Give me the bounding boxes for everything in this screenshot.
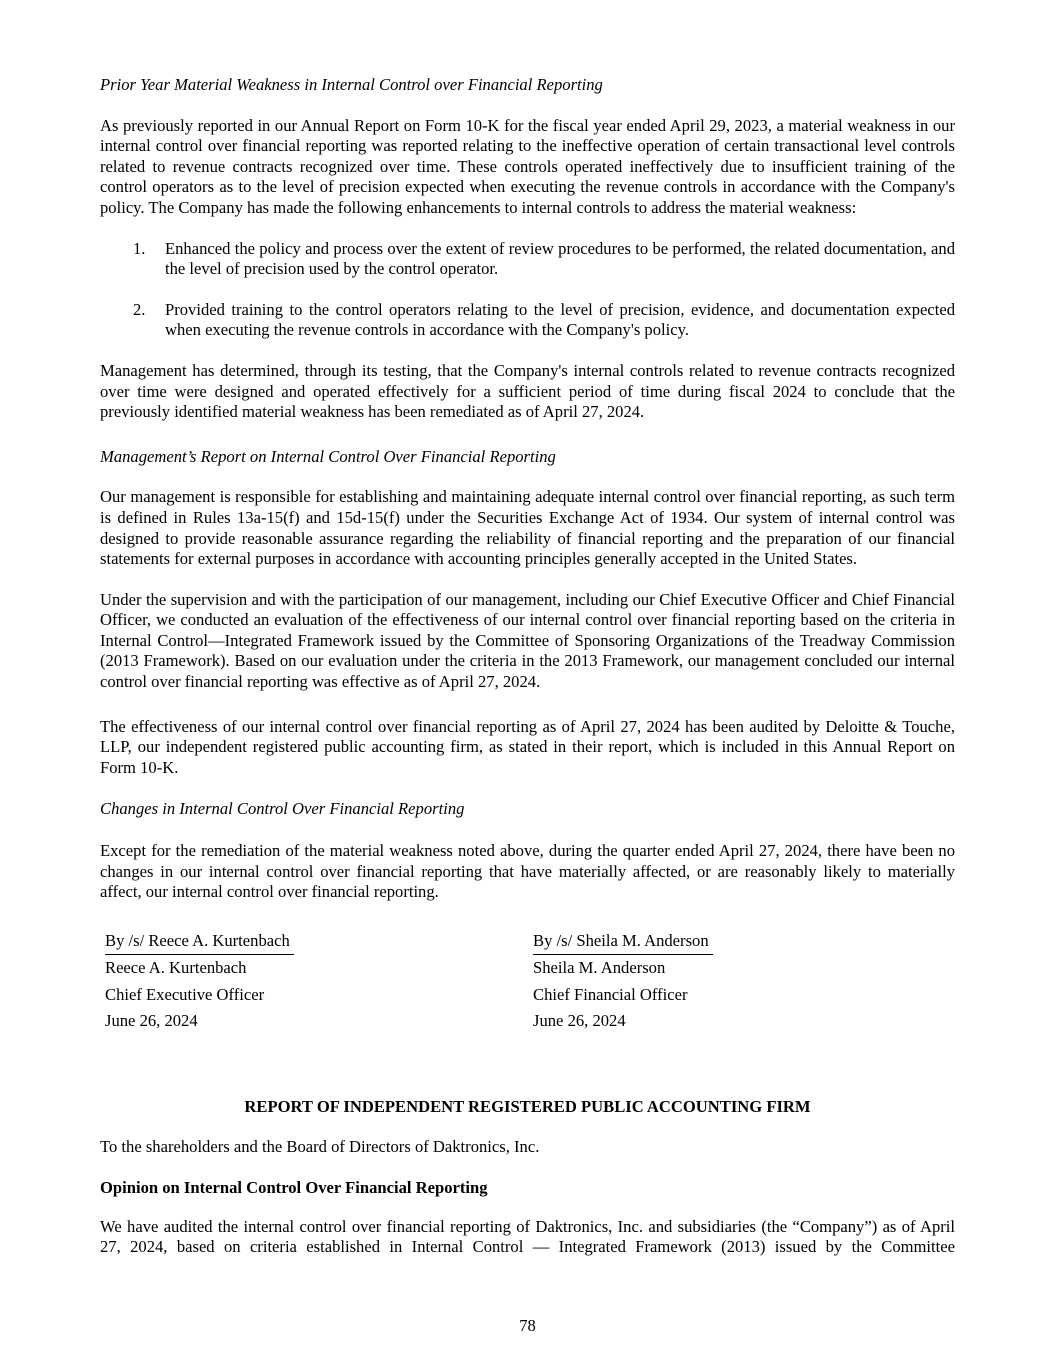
signature-by-line-ceo — [105, 928, 533, 956]
paragraph-supervision-evaluation: Under the supervision and with the participation of our management, including our Chief Executive Officer and Chief Financial Officer, we conducted an evaluation of the effectiveness of our internal control over financial reporting based on the criteria in Internal Control—Integrated Framework issued by the Committee of Sponsoring Organizations of the Treadway Commission (2013 Framework). Based on our evaluation under the criteria in the 2013 Framework, our management concluded our internal control over financial reporting was effective as of April 27, 2024. — [100, 589, 955, 692]
signature-name-ceo: Reece A. Kurtenbach — [105, 958, 247, 978]
paragraph-prior-year-weakness: As previously reported in our Annual Report on Form 10-K for the fiscal year ended April 29, 2023, a material weakness in our internal control over financial reporting was reported relating to the ineffective operation of certain transactional level controls related to revenue contracts recognized over time. These controls operated ineffectively due to insufficient training of the control operators as to the level of precision expected when executing the revenue controls in accordance with the Company's policy. The Company has made the following enhancements to internal controls to address the material weakness: — [100, 115, 955, 217]
signature-by-line-ceo-text: By /s/ Reece A. Kurtenbach — [105, 928, 294, 956]
paragraph-changes: Except for the remediation of the material weakness noted above, during the quarter ended April 27, 2024, there have been no changes in our internal control over financial reporting that have materially affected, or are reasonably likely to materially affect, our internal control over financial reporting. — [100, 841, 955, 902]
signature-column-cfo — [533, 928, 955, 1035]
signature-by-line-cfo-text: By /s/ Sheila M. Anderson — [533, 928, 713, 956]
signature-column-ceo — [105, 928, 533, 1035]
list-item-1 — [133, 239, 955, 280]
signature-title-ceo: Chief Executive Officer — [105, 984, 265, 1004]
section-heading-prior-year-weakness: Prior Year Material Weakness in Internal Control over Financial Reporting — [100, 75, 603, 94]
signature-by-line-cfo — [533, 928, 955, 956]
list-item-2 — [133, 300, 955, 341]
signature-name-cfo: Sheila M. Anderson — [533, 958, 666, 978]
paragraph-to-shareholders: To the shareholders and the Board of Directors of Daktronics, Inc. — [100, 1137, 540, 1157]
list-item-2-number: 2. — [133, 299, 146, 319]
heading-opinion-internal-control: Opinion on Internal Control Over Financial Reporting — [100, 1178, 488, 1197]
signature-date-cfo: June 26, 2024 — [533, 1011, 626, 1031]
signature-date-ceo: June 26, 2024 — [105, 1011, 198, 1031]
signature-block — [105, 928, 955, 1035]
signature-title-cfo: Chief Financial Officer — [533, 984, 688, 1004]
section-heading-managements-report: Management’s Report on Internal Control Over Financial Reporting — [100, 446, 556, 466]
paragraph-opinion-audited: We have audited the internal control over financial reporting of Daktronics, Inc. and subsidiaries (the “Company”) as of April 27, 2024, based on criteria established in Internal Control — Integrated Framework (2013) issued by the Committee — [100, 1216, 955, 1257]
paragraph-effectiveness-audited: The effectiveness of our internal control over financial reporting as of April 27, 2024 has been audited by Deloitte & Touche, LLP, our independent registered public accounting firm, as stated in their report, which is included in this Annual Report on Form 10-K. — [100, 716, 955, 777]
list-item-1-text: Enhanced the policy and process over the extent of review procedures to be performed, the related documentation, and the level of precision used by the control operator. — [165, 238, 955, 279]
heading-report-of-independent-accounting-firm: REPORT OF INDEPENDENT REGISTERED PUBLIC ACCOUNTING FIRM — [244, 1096, 811, 1116]
paragraph-management-responsible: Our management is responsible for establishing and maintaining adequate internal control over financial reporting, as such term is defined in Rules 13a-15(f) and 15d-15(f) under the Securities Exchange Act of 1934. Our system of internal control was designed to provide reasonable assurance regarding the reliability of financial reporting and the preparation of our financial statements for external purposes in accordance with accounting principles generally accepted in the United States. — [100, 487, 955, 569]
section-heading-changes: Changes in Internal Control Over Financial Reporting — [100, 799, 465, 819]
page-number: 78 — [519, 1316, 536, 1335]
list-item-1-number: 1. — [133, 238, 146, 258]
paragraph-management-determined: Management has determined, through its testing, that the Company's internal controls related to revenue contracts recognized over time were designed and operated effectively for a sufficient period of time during fiscal 2024 to conclude that the previously identified material weakness has been remediated as of April 27, 2024. — [100, 360, 955, 422]
list-item-2-text: Provided training to the control operators relating to the level of precision, evidence, and documentation expected when executing the revenue controls in accordance with the Company's policy. — [165, 299, 955, 340]
